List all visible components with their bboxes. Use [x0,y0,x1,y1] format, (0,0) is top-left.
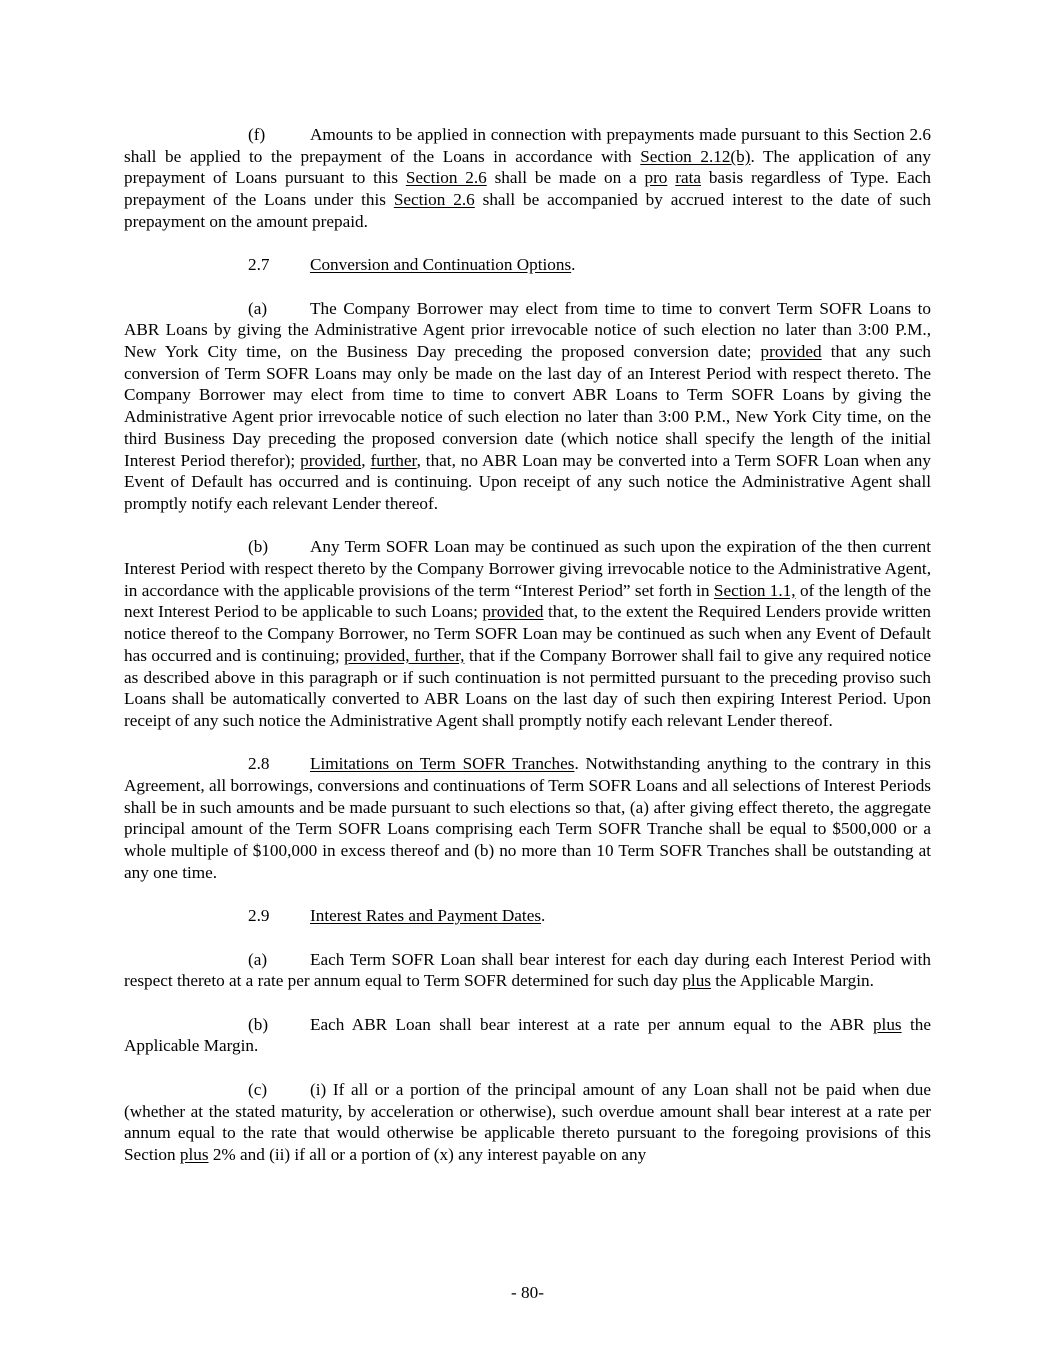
section-title: Limitations on Term SOFR Tranches [310,754,575,774]
paragraph-2-9-b: (b) Each ABR Loan shall bear interest at a rate per annum equal to the ABR plus the Applicable Margin. [124,1014,931,1056]
clause-label: (c) [248,1079,268,1099]
section-title: Interest Rates and Payment Dates [310,906,542,926]
clause-label: (b) [248,1014,269,1034]
clause-label: (f) [248,125,266,144]
clause-label: (b) [248,537,269,557]
paragraph-2-7-b: (b) Any Term SOFR Loan may be continued as such upon the expiration of the then current Interest Period with respect thereto by the Company Borrower giving irrevocable notice to the Administrative Agent, in accordance with the applicable provisions of the term “Interest Period” set forth in Section 1.1, of the length of the next Interest Period to be applicable to such Loans; provided that, to the extent the Required Lenders provide written notice thereof to the Company Borrower, no Term SOFR Loan may be continued as such when any Event of Default has occurred and is continuing; provided, further, that if the Company Borrower shall fail to give any required notice as described above in this paragraph or if such continuation is not permitted pursuant to the preceding proviso such Loans shall be automatically converted to ABR Loans on the last day of such then expiring Interest Period. Upon receipt of any such notice the Administrative Agent shall promptly notify each relevant Lender thereof. [124,537,932,730]
paragraph-2-8: 2.8 Limitations on Term SOFR Tranches. Notwithstanding anything to the contrary in this Agreement, all borrowings, conversions and continuations of Term SOFR Loans and all selections of Interest Periods shall be in such amounts and be made pursuant to such elections so that, (a) after giving effect thereto, the aggregate principal amount of the Term SOFR Loans comprising each Term SOFR Tranche shall be equal to $500,000 or a whole multiple of $100,000 in excess thereof and (b) no more than 10 Term SOFR Tranches shall be outstanding at any one time. [124,754,931,882]
section-reference: Section 2.6 [393,190,475,210]
section-number: 2.9 [248,906,270,926]
plus-term: plus [682,971,711,991]
paragraph-2-7-a: (a) The Company Borrower may elect from time to time to convert Term SOFR Loans to ABR Loans by giving the Administrative Agent prior irrevocable notice of such election no later than 3:00 P.M., New York City time, on the Business Day preceding the proposed conversion date; provided that any such conversion of Term SOFR Loans may only be made on the last day of an Interest Period with respect thereto. The Company Borrower may elect from time to time to convert ABR Loans to Term SOFR Loans by giving the Administrative Agent prior irrevocable notice of such election no later than 3:00 P.M., New York City time, on the third Business Day preceding the proposed conversion date (which notice shall specify the length of the initial Interest Period therefor); provided, further, that, no ABR Loan may be converted into a Term SOFR Loan when any Event of Default has occurred and is continuing. Upon receipt of any such notice the Administrative Agent shall promptly notify each relevant Lender thereof. [124,298,931,513]
clause-label: (a) [248,298,268,318]
section-reference: Section 2.12(b) [640,146,751,166]
page-number: - 80- [511,1283,544,1302]
paragraph-2-6-f: (f) Amounts to be applied in connection with prepayments made pursuant to this Section 2.6 shall be applied to the prepayment of the Loans in accordance with Section 2.12(b). The application of any prepayment of Loans pursuant to this Section 2.6 shall be made on a pro rata basis regardless of Type. Each prepayment of the Loans under this Section 2.6 shall be accompanied by accrued interest to the date of such prepayment on the amount prepaid. [124,125,931,231]
paragraph-2-9-c: (c) (i) If all or a portion of the principal amount of any Loan shall not be paid when due (whether at the stated maturity, by acceleration or otherwise), such overdue amount shall bear interest at a rate per annum equal to the rate that would otherwise be applicable thereto pursuant to the foregoing provisions of this Section plus 2% and (ii) if all or a portion of (x) any interest payable on any [124,1079,931,1164]
section-heading-2-7: 2.7 Conversion and Continuation Options. [248,255,576,275]
plus-term: plus [179,1144,209,1164]
section-heading-2-9: 2.9 Interest Rates and Payment Dates. [248,906,546,926]
section-reference: Section 1.1, [713,580,796,600]
section-number: 2.7 [248,255,270,275]
pro-term: pro [644,168,668,188]
section-title: Conversion and Continuation Options [310,255,572,275]
section-reference: Section 2.6 [405,168,487,188]
provided-term: provided [482,602,544,622]
provided-term: provided [300,450,362,470]
further-term: further [370,450,417,470]
rata-term: rata [675,168,701,188]
provided-further-term: provided, further, [344,645,465,665]
section-number: 2.8 [248,754,270,774]
paragraph-2-9-a: (a) Each Term SOFR Loan shall bear interest for each day during each Interest Period with respect thereto at a rate per annum equal to Term SOFR determined for such day plus the Applicable Margin. [124,949,931,991]
plus-term: plus [872,1014,902,1034]
document-page [124,124,931,1187]
provided-term: provided [760,342,822,361]
clause-label: (a) [248,949,268,969]
